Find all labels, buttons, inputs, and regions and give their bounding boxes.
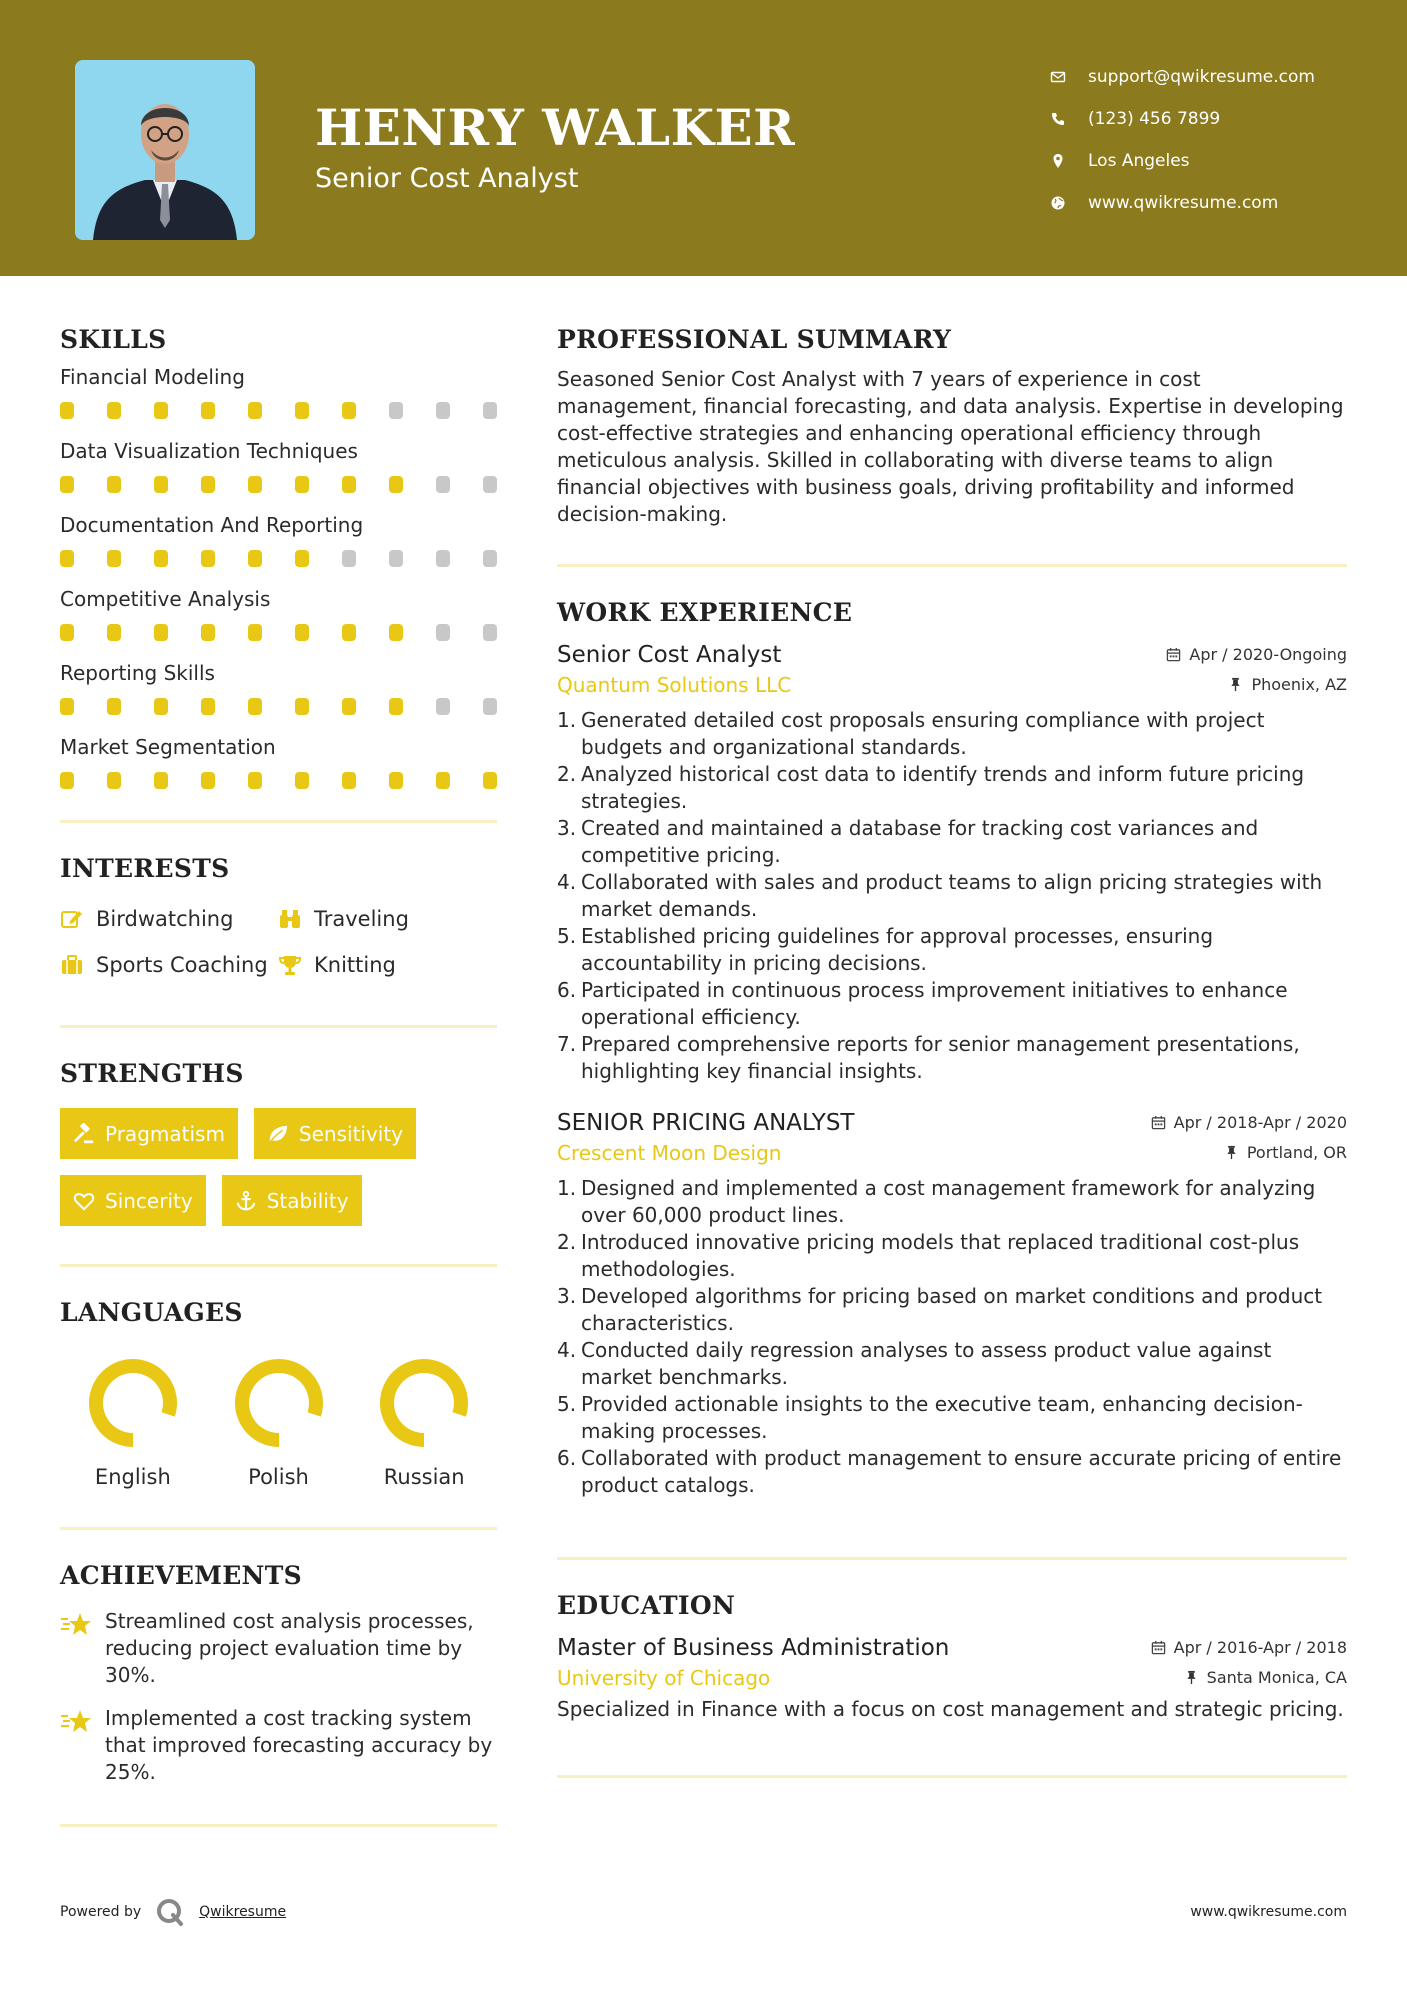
- rating-dot-empty: [389, 402, 403, 419]
- section-divider: [557, 1557, 1347, 1560]
- rating-dot-filled: [60, 402, 74, 419]
- education-date-text: Apr / 2016-Apr / 2018: [1173, 1638, 1347, 1657]
- rating-dot-empty: [483, 402, 497, 419]
- strength-label: Stability: [266, 1188, 349, 1213]
- rating-dot-filled: [154, 550, 168, 567]
- right-column: [557, 322, 1347, 1778]
- responsibility-text: Conducted daily regression analyses to assess product value against market benchmarks.: [581, 1338, 1272, 1389]
- person-portrait-icon: [75, 60, 255, 240]
- strength-tag: [60, 1175, 206, 1226]
- contact-email[interactable]: [1050, 56, 1390, 98]
- responsibility-item: 3. Created and maintained a database for tracking cost variances and competitive pricing.: [557, 815, 1347, 869]
- rating-dot-filled: [201, 476, 215, 493]
- skill-rating: [60, 688, 497, 728]
- briefcase-icon: [60, 953, 84, 977]
- rating-dot-filled: [107, 698, 121, 715]
- footer-powered-by: [60, 1897, 286, 1927]
- responsibility-item: 6. Collaborated with product management to ensure accurate pricing of entire product catalogs.: [557, 1445, 1347, 1499]
- job-title: SENIOR PRICING ANALYST: [557, 1110, 855, 1136]
- skill-item: [60, 510, 497, 580]
- rating-dot-filled: [248, 476, 262, 493]
- rating-dot-empty: [436, 550, 450, 567]
- education-date: [1151, 1638, 1347, 1657]
- rating-dot-filled: [295, 698, 309, 715]
- rating-dot-filled: [295, 624, 309, 641]
- rating-dot-filled: [295, 772, 309, 789]
- heart-icon: [73, 1190, 95, 1212]
- language-item: [206, 1353, 352, 1489]
- rating-dot-filled: [107, 402, 121, 419]
- section-divider: [60, 820, 497, 823]
- skill-rating: [60, 392, 497, 432]
- skills-list: [60, 362, 497, 802]
- qwikresume-link[interactable]: Qwikresume: [199, 1904, 287, 1920]
- section-divider: [60, 1264, 497, 1267]
- company-name: Crescent Moon Design: [557, 1141, 782, 1165]
- responsibility-text: Provided actionable insights to the executive team, enhancing decision-making processes.: [581, 1392, 1303, 1443]
- candidate-name: HENRY WALKER: [315, 98, 796, 157]
- contact-website-text: www.qwikresume.com: [1088, 193, 1279, 213]
- responsibility-item: 5. Provided actionable insights to the executive team, enhancing decision-making processes.: [557, 1391, 1347, 1445]
- responsibility-text: Designed and implemented a cost management framework for analyzing over 60,000 product lines.: [581, 1176, 1316, 1227]
- trophy-icon: [278, 953, 302, 977]
- achievement-item: [60, 1608, 497, 1689]
- rating-dot-filled: [60, 550, 74, 567]
- responsibility-text: Generated detailed cost proposals ensuring compliance with project budgets and organizational standards.: [581, 708, 1265, 759]
- rating-dot-filled: [154, 476, 168, 493]
- responsibility-text: Collaborated with sales and product teams to align pricing strategies with market demands.: [581, 870, 1323, 921]
- anchor-icon: [235, 1190, 257, 1212]
- job-location: [1224, 1143, 1347, 1162]
- education-entry: [557, 1630, 1347, 1723]
- rating-dot-filled: [201, 698, 215, 715]
- section-divider: [557, 1775, 1347, 1778]
- language-level-ring: [229, 1353, 329, 1453]
- pushpin-icon: [1184, 1670, 1199, 1685]
- responsibility-item: 1. Generated detailed cost proposals ensuring compliance with project budgets and organizational standards.: [557, 707, 1347, 761]
- education-description: Specialized in Finance with a focus on cost management and strategic pricing.: [557, 1697, 1344, 1721]
- rating-dot-filled: [154, 624, 168, 641]
- rating-dot-empty: [483, 624, 497, 641]
- interest-label: Sports Coaching: [96, 953, 268, 977]
- skill-rating: [60, 762, 497, 802]
- job-location: [1228, 675, 1347, 694]
- calendar-icon: [1151, 1115, 1166, 1130]
- rating-dot-filled: [295, 402, 309, 419]
- responsibility-item: 6. Participated in continuous process improvement initiatives to enhance operational efficiency.: [557, 977, 1347, 1031]
- interest-label: Knitting: [314, 953, 396, 977]
- languages-list: [60, 1353, 497, 1489]
- responsibility-text: Participated in continuous process improvement initiatives to enhance operational efficiency.: [581, 978, 1288, 1029]
- contact-email-text: support@qwikresume.com: [1088, 67, 1315, 87]
- summary-heading: PROFESSIONAL SUMMARY: [557, 325, 952, 354]
- skill-rating: [60, 540, 497, 580]
- skill-name: Competitive Analysis: [60, 587, 271, 611]
- responsibility-text: Established pricing guidelines for approval processes, ensuring accountability in pricing decisions.: [581, 924, 1214, 975]
- skill-name: Documentation And Reporting: [60, 513, 364, 537]
- contact-location: [1050, 140, 1390, 182]
- rating-dot-filled: [436, 772, 450, 789]
- section-divider: [557, 564, 1347, 567]
- responsibility-text: Prepared comprehensive reports for senior management presentations, highlighting key financial insights.: [581, 1032, 1300, 1083]
- job-entry: [557, 1105, 1347, 1499]
- rating-dot-filled: [483, 772, 497, 789]
- job-date: [1166, 645, 1347, 664]
- contact-list: [1050, 56, 1390, 224]
- responsibility-item: 2. Analyzed historical cost data to identify trends and inform future pricing strategies.: [557, 761, 1347, 815]
- summary-text: Seasoned Senior Cost Analyst with 7 years of experience in cost management, financial forecasting, and data analysis. Expertise in developing cost-effective strategies and enhancing operational efficiency through meticulous analysis. Skilled in collaborating with diverse teams to align financial objectives with business goals, driving profitability and informed decision-making.: [557, 367, 1344, 526]
- achievements-heading: ACHIEVEMENTS: [60, 1561, 302, 1590]
- qwikresume-logo-icon: [155, 1897, 185, 1927]
- skill-name: Financial Modeling: [60, 365, 245, 389]
- strengths-list: [60, 1108, 497, 1226]
- rating-dot-filled: [201, 624, 215, 641]
- phone-icon: [1050, 111, 1066, 127]
- profile-photo: [75, 60, 255, 240]
- achievement-text: Streamlined cost analysis processes, reducing project evaluation time by 30%.: [105, 1609, 474, 1687]
- contact-phone[interactable]: [1050, 98, 1390, 140]
- responsibility-item: 4. Conducted daily regression analyses to assess product value against market benchmarks.: [557, 1337, 1347, 1391]
- rating-dot-filled: [154, 698, 168, 715]
- rating-dot-filled: [295, 476, 309, 493]
- language-item: [60, 1353, 206, 1489]
- rating-dot-filled: [60, 698, 74, 715]
- rating-dot-filled: [248, 698, 262, 715]
- responsibility-item: 4. Collaborated with sales and product teams to align pricing strategies with market demands.: [557, 869, 1347, 923]
- skill-item: [60, 732, 497, 802]
- strength-label: Sensitivity: [298, 1121, 404, 1146]
- footer-url[interactable]: www.qwikresume.com: [1190, 1904, 1347, 1920]
- rating-dot-filled: [389, 772, 403, 789]
- language-level-ring: [374, 1353, 474, 1453]
- rating-dot-filled: [342, 698, 356, 715]
- left-column: [60, 322, 497, 1827]
- job-location-text: Portland, OR: [1246, 1143, 1347, 1162]
- rating-dot-filled: [154, 402, 168, 419]
- shooting-star-icon: [60, 1707, 94, 1737]
- skill-name: Data Visualization Techniques: [60, 439, 358, 463]
- education-heading: EDUCATION: [557, 1591, 736, 1620]
- skill-rating: [60, 466, 497, 506]
- rating-dot-filled: [107, 550, 121, 567]
- envelope-icon: [1050, 69, 1066, 85]
- rating-dot-empty: [483, 698, 497, 715]
- skill-name: Reporting Skills: [60, 661, 215, 685]
- language-label: Polish: [248, 1465, 309, 1489]
- responsibility-text: Developed algorithms for pricing based on market conditions and product characteristics.: [581, 1284, 1323, 1335]
- powered-by-text: Powered by: [60, 1904, 142, 1920]
- rating-dot-filled: [295, 550, 309, 567]
- strength-label: Sincerity: [105, 1188, 193, 1213]
- skill-item: [60, 436, 497, 506]
- rating-dot-filled: [342, 624, 356, 641]
- skills-heading: SKILLS: [60, 325, 167, 354]
- job-date-text: Apr / 2020-Ongoing: [1189, 645, 1347, 664]
- calendar-icon: [1166, 647, 1181, 662]
- interest-label: Birdwatching: [96, 907, 234, 931]
- job-title: Senior Cost Analyst: [557, 642, 782, 668]
- job-date-text: Apr / 2018-Apr / 2020: [1173, 1113, 1347, 1132]
- responsibility-text: Introduced innovative pricing models that replaced traditional cost-plus methodologies.: [581, 1230, 1300, 1281]
- rating-dot-empty: [342, 550, 356, 567]
- responsibility-item: 3. Developed algorithms for pricing based on market conditions and product characteristics.: [557, 1283, 1347, 1337]
- job-responsibilities: [557, 1175, 1347, 1499]
- rating-dot-empty: [436, 476, 450, 493]
- strength-label: Pragmatism: [105, 1121, 225, 1146]
- degree-name: Master of Business Administration: [557, 1635, 950, 1661]
- interests-list: [60, 901, 497, 983]
- calendar-icon: [1151, 1640, 1166, 1655]
- responsibility-text: Analyzed historical cost data to identify trends and inform future pricing strategies.: [581, 762, 1305, 813]
- rating-dot-filled: [201, 402, 215, 419]
- languages-heading: LANGUAGES: [60, 1298, 243, 1327]
- rating-dot-filled: [60, 624, 74, 641]
- candidate-title: Senior Cost Analyst: [315, 163, 579, 194]
- responsibility-item: 2. Introduced innovative pricing models that replaced traditional cost-plus methodologies.: [557, 1229, 1347, 1283]
- school-name: University of Chicago: [557, 1666, 771, 1690]
- rating-dot-filled: [389, 476, 403, 493]
- rating-dot-empty: [436, 698, 450, 715]
- rating-dot-filled: [342, 772, 356, 789]
- pushpin-icon: [1224, 1145, 1239, 1160]
- interest-item: [278, 947, 478, 983]
- language-item: [351, 1353, 497, 1489]
- contact-phone-text: (123) 456 7899: [1088, 109, 1221, 129]
- rating-dot-filled: [107, 476, 121, 493]
- contact-website[interactable]: [1050, 182, 1390, 224]
- skill-rating: [60, 614, 497, 654]
- section-divider: [60, 1527, 497, 1530]
- responsibility-text: Created and maintained a database for tracking cost variances and competitive pricing.: [581, 816, 1259, 867]
- rating-dot-filled: [154, 772, 168, 789]
- job-date: [1151, 1113, 1347, 1132]
- rating-dot-empty: [389, 550, 403, 567]
- responsibility-item: 1. Designed and implemented a cost management framework for analyzing over 60,000 product lines.: [557, 1175, 1347, 1229]
- job-location-text: Phoenix, AZ: [1251, 675, 1347, 694]
- binoculars-icon: [278, 907, 302, 931]
- strength-tag: [222, 1175, 362, 1226]
- job-responsibilities: [557, 707, 1347, 1085]
- rating-dot-filled: [201, 550, 215, 567]
- rating-dot-filled: [107, 624, 121, 641]
- language-level-ring: [83, 1353, 183, 1453]
- skill-item: [60, 584, 497, 654]
- skill-item: [60, 658, 497, 728]
- rating-dot-empty: [436, 402, 450, 419]
- skill-item: [60, 362, 497, 432]
- section-divider: [60, 1824, 497, 1827]
- rating-dot-filled: [389, 624, 403, 641]
- rating-dot-filled: [342, 402, 356, 419]
- interest-label: Traveling: [314, 907, 409, 931]
- strengths-heading: STRENGTHS: [60, 1059, 244, 1088]
- globe-icon: [1050, 195, 1066, 211]
- strength-tag: [254, 1108, 416, 1159]
- experience-heading: WORK EXPERIENCE: [557, 598, 853, 627]
- location-pin-icon: [1050, 153, 1066, 169]
- company-name: Quantum Solutions LLC: [557, 673, 792, 697]
- pushpin-icon: [1228, 677, 1243, 692]
- interest-item: [278, 901, 478, 937]
- rating-dot-filled: [201, 772, 215, 789]
- rating-dot-filled: [107, 772, 121, 789]
- interest-item: [60, 947, 278, 983]
- responsibility-text: Collaborated with product management to ensure accurate pricing of entire product catalogs.: [581, 1446, 1342, 1497]
- rating-dot-filled: [248, 402, 262, 419]
- language-label: Russian: [383, 1465, 465, 1489]
- leaf-icon: [267, 1123, 289, 1145]
- pencil-square-icon: [60, 907, 84, 931]
- responsibility-item: 7. Prepared comprehensive reports for senior management presentations, highlighting key financial insights.: [557, 1031, 1347, 1085]
- contact-location-text: Los Angeles: [1088, 151, 1190, 171]
- strength-tag: [60, 1108, 238, 1159]
- education-location-text: Santa Monica, CA: [1206, 1668, 1347, 1687]
- shooting-star-icon: [60, 1610, 94, 1640]
- responsibility-item: 5. Established pricing guidelines for approval processes, ensuring accountability in pricing decisions.: [557, 923, 1347, 977]
- rating-dot-filled: [342, 476, 356, 493]
- rating-dot-empty: [483, 476, 497, 493]
- rating-dot-filled: [60, 772, 74, 789]
- achievement-item: [60, 1705, 497, 1786]
- rating-dot-filled: [248, 772, 262, 789]
- language-label: English: [94, 1465, 171, 1489]
- rating-dot-empty: [483, 550, 497, 567]
- rating-dot-empty: [436, 624, 450, 641]
- achievement-text: Implemented a cost tracking system that improved forecasting accuracy by 25%.: [105, 1706, 493, 1784]
- interests-heading: INTERESTS: [60, 854, 230, 883]
- resume-header: [0, 0, 1407, 276]
- rating-dot-filled: [389, 698, 403, 715]
- job-entry: [557, 637, 1347, 1085]
- skill-name: Market Segmentation: [60, 735, 276, 759]
- rating-dot-filled: [248, 550, 262, 567]
- section-divider: [60, 1025, 497, 1028]
- interest-item: [60, 901, 278, 937]
- gavel-icon: [73, 1123, 95, 1145]
- rating-dot-filled: [248, 624, 262, 641]
- education-location: [1184, 1668, 1347, 1687]
- rating-dot-filled: [60, 476, 74, 493]
